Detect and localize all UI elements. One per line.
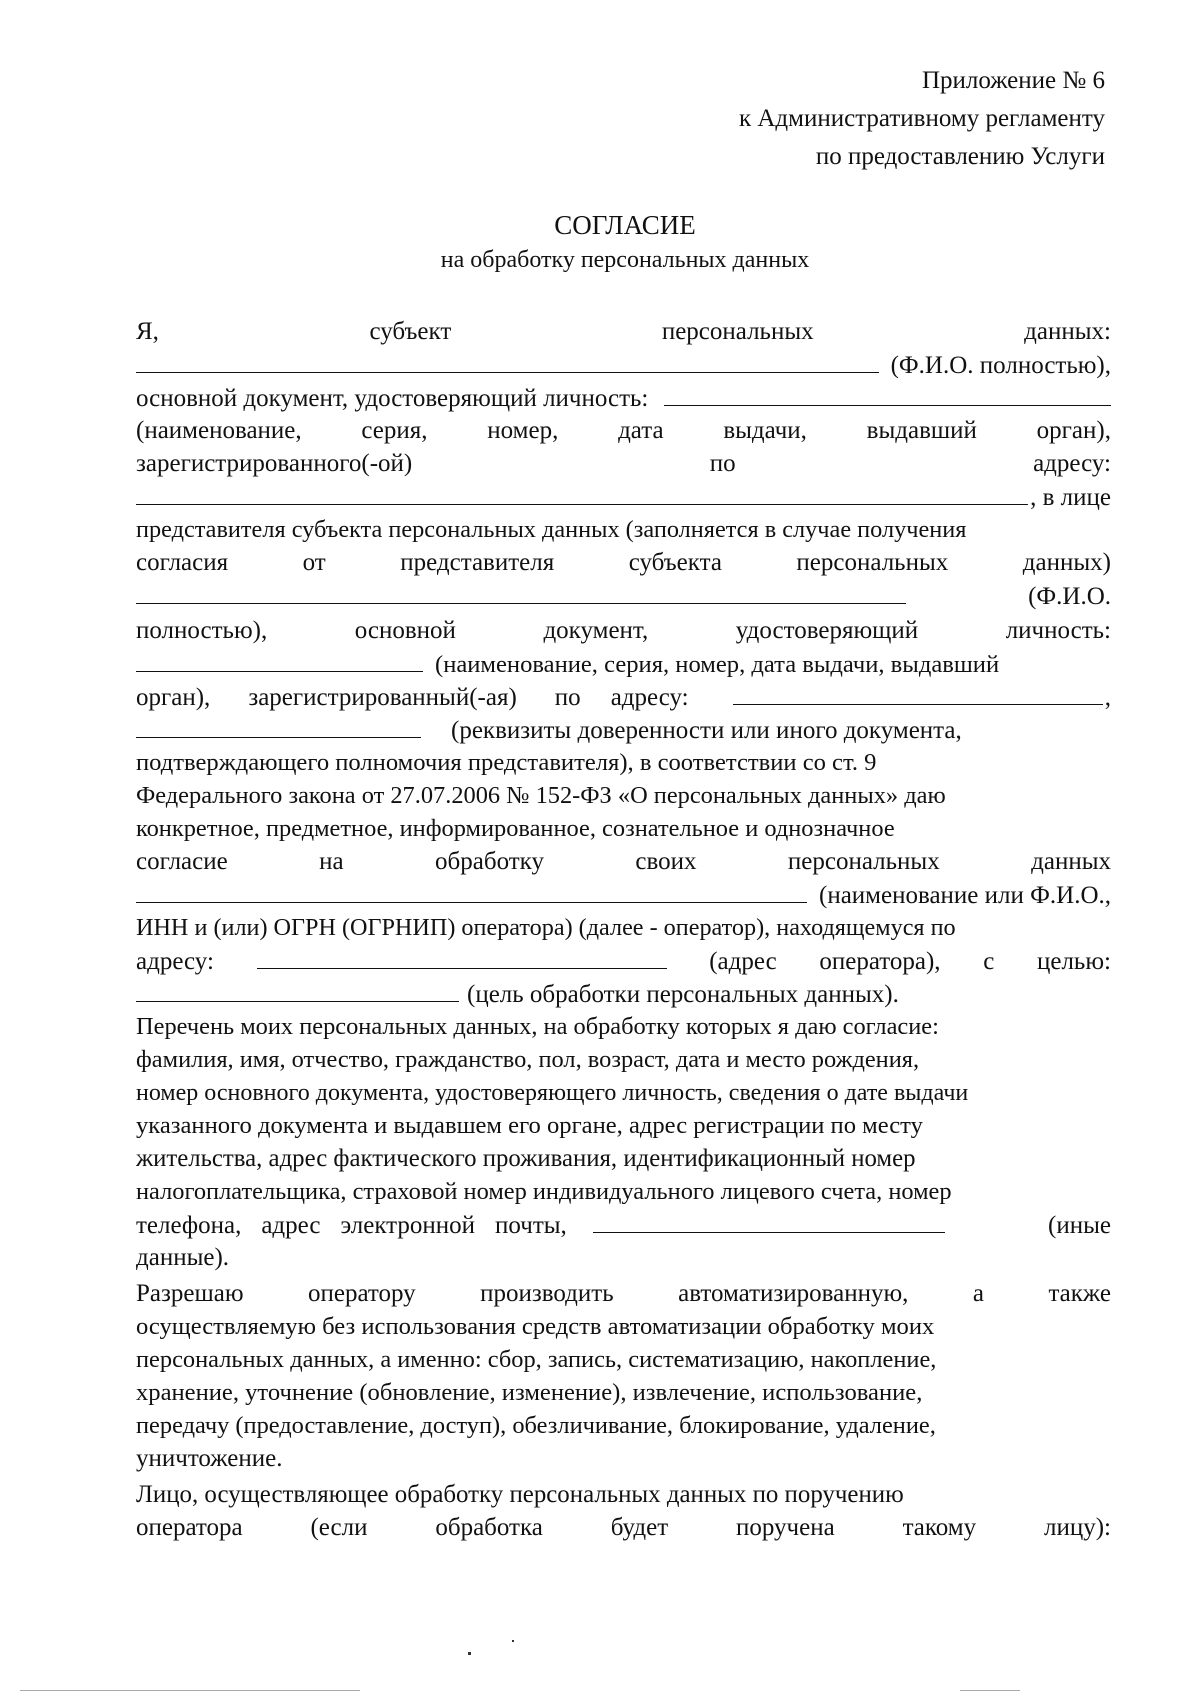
line-consent-from <box>136 546 1111 580</box>
word: электронной <box>340 1212 476 1239</box>
scan-edge <box>960 1690 1020 1691</box>
line-federal-law: Федерального закона от 27.07.2006 № 152-ФЗ «О персональных данных» даю <box>136 782 946 809</box>
line-consent-processing <box>136 845 1111 879</box>
line-rep-fio <box>136 579 1111 613</box>
p4-line: Лицо, осуществляющее обработку персональных данных по поручению <box>136 1481 904 1508</box>
word: обработку <box>435 848 544 875</box>
word: будет <box>610 1514 669 1541</box>
word: согласие <box>136 848 228 875</box>
appendix-regulation: к Административному регламенту <box>738 105 1105 132</box>
word: субъект <box>369 318 452 345</box>
p2-line-phone <box>136 1208 1111 1242</box>
word: автоматизированную, <box>678 1280 909 1307</box>
word: (наименование, <box>136 417 302 444</box>
appendix-service: по предоставлению Услуги <box>815 143 1105 170</box>
document-subtitle: на обработку персональных данных <box>440 247 810 273</box>
word: номер, <box>487 417 559 444</box>
line-rep-doc-details <box>136 647 1111 681</box>
line-rep-document <box>136 614 1111 648</box>
word: данных) <box>1022 549 1111 576</box>
p3-line: передачу (предоставление, доступ), обезличивание, блокирование, удаление, <box>136 1412 936 1439</box>
word: с <box>983 948 995 975</box>
word: орган), <box>1036 417 1111 444</box>
word: оператора <box>136 1514 243 1541</box>
word: оператору <box>307 1280 416 1307</box>
rep-fio-blank[interactable] <box>136 579 906 604</box>
operator-name-blank[interactable] <box>136 878 807 903</box>
word: адресу: <box>1033 450 1111 477</box>
word: лицу): <box>1043 1514 1111 1541</box>
word: данных <box>1031 848 1111 875</box>
word: орган), <box>136 684 211 711</box>
word: от <box>302 549 326 576</box>
p2-line-end: данные). <box>136 1244 230 1271</box>
comma: , <box>1104 684 1111 711</box>
line-operator-inn: ИНН и (или) ОГРН (ОГРНИП) оператора) (далее - оператор), находящемуся по <box>136 914 956 941</box>
purpose-hint: (цель обработки персональных данных). <box>467 981 899 1008</box>
word: полностью), <box>136 617 268 644</box>
word: Я, <box>136 318 159 345</box>
word: зарегистрированного(-ой) <box>136 450 413 477</box>
word: (если <box>310 1514 368 1541</box>
word: выдавший <box>866 417 977 444</box>
operator-address-blank[interactable] <box>257 944 667 969</box>
p2-line: жительства, адрес фактического проживания, идентификационный номер <box>136 1145 916 1172</box>
word: выдачи, <box>723 417 807 444</box>
word: такому <box>902 1514 977 1541</box>
word: производить <box>480 1280 614 1307</box>
p2-line: налогоплательщика, страховой номер индивидуального лицевого счета, номер <box>136 1178 952 1205</box>
line-id-document <box>136 381 1111 415</box>
p2-line: Перечень моих персональных данных, на обработку которых я даю согласие: <box>136 1013 939 1040</box>
fio-hint: (Ф.И.О. полностью), <box>890 352 1111 379</box>
word: (адрес <box>709 948 777 975</box>
word: представителя <box>400 549 555 576</box>
attorney-blank[interactable] <box>136 713 421 738</box>
p3-line: хранение, уточнение (обновление, изменение), извлечение, использование, <box>136 1379 923 1406</box>
other-data-hint: (иные <box>1048 1212 1111 1239</box>
word: адресу: <box>136 948 214 975</box>
word: на <box>319 848 344 875</box>
word: зарегистрированный(-ая) <box>248 684 517 711</box>
word: адресу: <box>610 684 689 711</box>
word: серия, <box>361 417 428 444</box>
address-blank[interactable] <box>136 480 1028 505</box>
word: поручена <box>736 1514 835 1541</box>
scan-edge <box>20 1690 360 1691</box>
word: данных: <box>1024 318 1111 345</box>
p4-line-operator <box>136 1511 1111 1545</box>
word: обработка <box>435 1514 543 1541</box>
line-purpose <box>136 977 1111 1011</box>
appendix-number: Приложение № 6 <box>921 67 1105 94</box>
word: адрес <box>261 1212 321 1239</box>
line-rep-address <box>136 680 1111 714</box>
word: персональных <box>796 549 949 576</box>
attorney-hint-text: (реквизиты доверенности или иного документа, <box>451 717 962 744</box>
word: персональных <box>661 318 814 345</box>
word: телефона, <box>136 1212 242 1239</box>
p3-line-first <box>136 1277 1111 1311</box>
p2-line: номер основного документа, удостоверяющего личность, сведения о дате выдачи <box>136 1080 969 1106</box>
word: также <box>1048 1280 1111 1307</box>
rep-fio-hint: (Ф.И.О. <box>1028 583 1111 610</box>
word: по <box>554 684 581 711</box>
line-subject <box>136 315 1111 349</box>
word: целью: <box>1036 948 1111 975</box>
document-title: СОГЛАСИЕ <box>554 210 696 240</box>
line-registered <box>136 447 1111 481</box>
line-operator-name <box>136 878 1111 912</box>
word: а <box>972 1280 984 1307</box>
p3-line: персональных данных, а именно: сбор, запись, систематизацию, накопление, <box>136 1346 937 1373</box>
word: дата <box>618 417 664 444</box>
p2-line: фамилия, имя, отчество, гражданство, пол, возраст, дата и место рождения, <box>136 1046 920 1073</box>
p2-line: указанного документа и выдавшем его органе, адрес регистрации по месту <box>136 1112 923 1139</box>
purpose-blank[interactable] <box>136 977 459 1002</box>
word: почты, <box>495 1212 567 1239</box>
rep-document-hint: (наименование, серия, номер, дата выдачи, выдавший <box>435 651 1000 678</box>
line-operator-address <box>136 944 1111 978</box>
word: Разрешаю <box>136 1280 244 1307</box>
word: согласия <box>136 549 229 576</box>
id-document-blank[interactable] <box>664 381 1111 406</box>
word: удостоверяющий <box>735 617 919 644</box>
word: личность: <box>1005 617 1111 644</box>
operator-name-hint: (наименование или Ф.И.О., <box>819 882 1111 909</box>
line-fio <box>136 348 1111 382</box>
word: персональных <box>787 848 940 875</box>
word: оператора), <box>819 948 941 975</box>
line-consent-kind: конкретное, предметное, информированное, сознательное и однозначное <box>136 815 895 842</box>
word: по <box>709 450 736 477</box>
id-document-label: основной документ, удостоверяющий личность: <box>136 385 649 412</box>
line-address <box>136 480 1111 514</box>
rep-document-blank[interactable] <box>136 647 423 672</box>
fio-blank[interactable] <box>136 348 879 373</box>
rep-address-blank[interactable] <box>733 680 1103 705</box>
p3-line-end: уничтожение. <box>136 1445 283 1472</box>
word: документ, <box>543 617 649 644</box>
address-tail: , в лице <box>1030 484 1111 511</box>
scan-speck <box>512 1640 514 1642</box>
scan-speck <box>468 1652 471 1655</box>
line-power-of-attorney <box>136 713 1111 747</box>
word: субъекта <box>628 549 722 576</box>
line-representative: представителя субъекта персональных данных (заполняется в случае получения <box>136 516 967 543</box>
attorney-hint <box>451 714 1111 748</box>
word: своих <box>635 848 697 875</box>
line-id-details <box>136 414 1111 448</box>
p3-line: осуществляемую без использования средств автоматизации обработку моих <box>136 1313 935 1340</box>
line-confirming: подтверждающего полномочия представителя), в соответствии со ст. 9 <box>136 749 877 776</box>
word: основной <box>354 617 456 644</box>
other-data-blank[interactable] <box>593 1208 945 1233</box>
